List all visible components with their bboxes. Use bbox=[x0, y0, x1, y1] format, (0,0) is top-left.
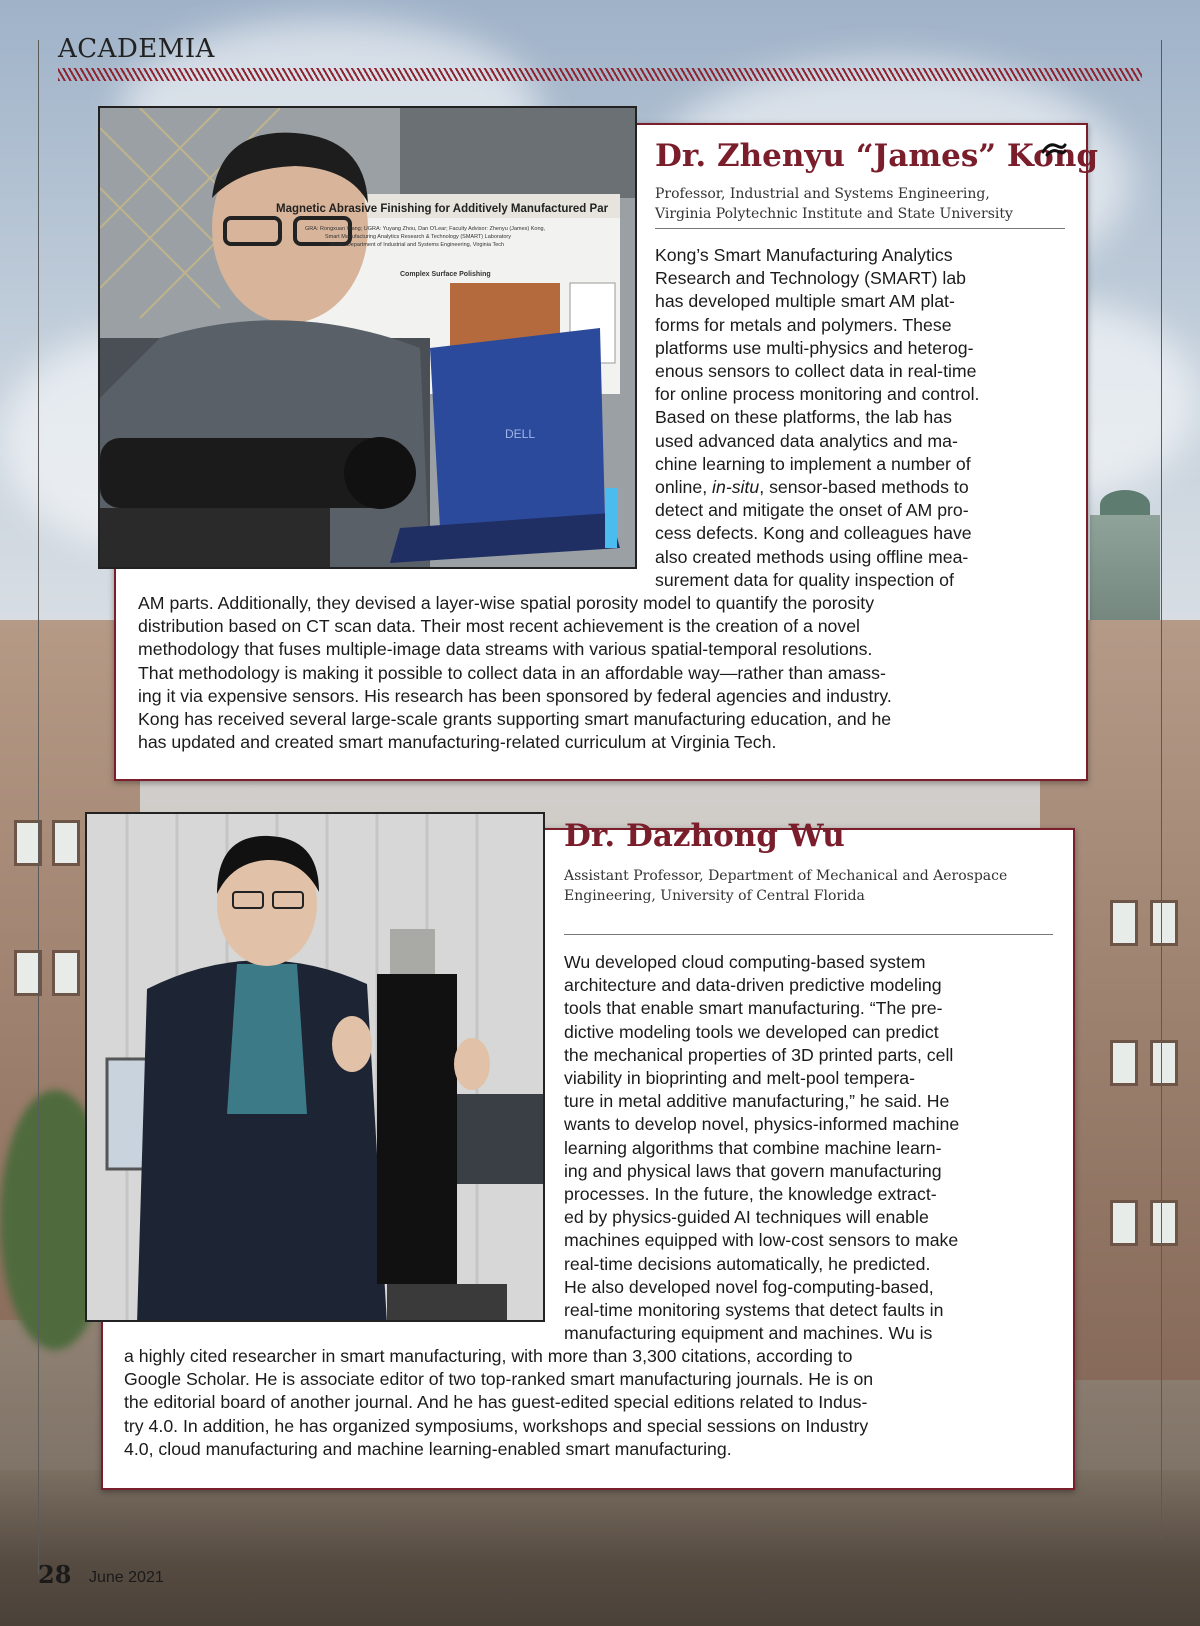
bio-line: the editorial board of another journal. And he has guest-edited special editions related to Indus- bbox=[124, 1392, 868, 1413]
photo-wu bbox=[85, 812, 545, 1322]
bio-line: Kong has received several large-scale grants supporting smart manufacturing education, and he bbox=[138, 709, 892, 730]
bio-line: Based on these platforms, the lab has bbox=[655, 407, 952, 428]
bio-line: detect and mitigate the onset of AM pro- bbox=[655, 500, 969, 521]
bio-line: 4.0, cloud manufacturing and machine learning-enabled smart manufacturing. bbox=[124, 1438, 732, 1459]
photo-wu-illustration bbox=[87, 814, 545, 1322]
bio-line: That methodology is making it possible to collect data in an affordable way—rather than amass- bbox=[138, 662, 886, 683]
bio-line: online, bbox=[655, 477, 713, 498]
bio-line: AM parts. Additionally, they devised a layer-wise spatial porosity model to quantify the porosity bbox=[138, 593, 875, 613]
bio-kong-part-2 bbox=[138, 592, 1068, 754]
building-window bbox=[1110, 1040, 1138, 1086]
bio-line: machines equipped with low-cost sensors to make bbox=[564, 1230, 959, 1251]
bio-line: for online process monitoring and control. bbox=[655, 384, 980, 405]
bio-line: Google Scholar. He is associate editor of two top-ranked smart manufacturing journals. He is on bbox=[124, 1369, 874, 1390]
building-window bbox=[1110, 900, 1138, 946]
issue-date: June 2021 bbox=[89, 1569, 164, 1586]
bio-line: manufacturing equipment and machines. Wu is bbox=[564, 1323, 933, 1344]
role-line-1: Assistant Professor, Department of Mechanical and Aerospace bbox=[564, 868, 1008, 884]
bio-line: the mechanical properties of 3D printed parts, cell bbox=[564, 1044, 954, 1065]
bio-line: try 4.0. In addition, he has organized symposiums, workshops and special sessions on Industry bbox=[124, 1415, 869, 1436]
bio-line: learning algorithms that combine machine learn- bbox=[564, 1137, 942, 1158]
bio-line: a highly cited researcher in smart manufacturing, with more than 3,300 citations, according to bbox=[124, 1346, 853, 1366]
bio-line: , sensor-based methods to bbox=[759, 477, 969, 498]
bio-line: ing and physical laws that govern manufacturing bbox=[564, 1160, 942, 1181]
bio-line: has developed multiple smart AM plat- bbox=[655, 291, 955, 312]
bio-line: used advanced data analytics and ma- bbox=[655, 430, 958, 451]
ground bbox=[0, 1470, 1200, 1626]
bio-line: methodology that fuses multiple-image data streams with various spatial-temporal resolutions. bbox=[138, 639, 873, 660]
photo-kong-illustration bbox=[100, 108, 637, 569]
bio-line: has updated and created smart manufacturing-related curriculum at Virginia Tech. bbox=[138, 732, 777, 753]
bio-line: real-time monitoring systems that detect faults in bbox=[564, 1300, 944, 1321]
profile-role-kong bbox=[655, 184, 1013, 224]
bio-kong-part-1 bbox=[655, 244, 1055, 592]
frame-line-left bbox=[38, 40, 39, 1575]
name-divider bbox=[655, 228, 1065, 229]
poster-section-heading: Complex Surface Polishing bbox=[400, 271, 491, 278]
role-line-2: Engineering, University of Central Florida bbox=[564, 888, 865, 904]
bio-line: wants to develop novel, physics-informed machine bbox=[564, 1114, 960, 1135]
profile-role-wu bbox=[564, 866, 1007, 906]
laptop-brand: DELL bbox=[505, 427, 536, 441]
bio-wu-part-2 bbox=[124, 1345, 1054, 1461]
photo-kong bbox=[98, 106, 637, 569]
building-window bbox=[1150, 1200, 1178, 1246]
building-window bbox=[52, 820, 80, 866]
building-window bbox=[1150, 1040, 1178, 1086]
bio-line: dictive modeling tools we developed can predict bbox=[564, 1021, 939, 1042]
bio-line: distribution based on CT scan data. Their most recent achievement is the creation of a novel bbox=[138, 616, 860, 637]
bio-line: chine learning to implement a number of bbox=[655, 453, 971, 474]
end-dash-icon bbox=[1041, 140, 1067, 160]
bio-line: Kong’s Smart Manufacturing Analytics bbox=[655, 245, 953, 265]
bio-line: ture in metal additive manufacturing,” he said. He bbox=[564, 1091, 950, 1112]
bio-wu-part-1 bbox=[564, 951, 1064, 1345]
bio-line: real-time decisions automatically, he predicted. bbox=[564, 1253, 931, 1274]
name-divider bbox=[564, 934, 1053, 935]
bio-line: Wu developed cloud computing-based system bbox=[564, 952, 926, 972]
role-line-1: Professor, Industrial and Systems Engineering, bbox=[655, 186, 990, 202]
bio-line: architecture and data-driven predictive modeling bbox=[564, 975, 942, 996]
building-window bbox=[1150, 900, 1178, 946]
bio-line: Research and Technology (SMART) lab bbox=[655, 268, 966, 289]
building-window bbox=[1110, 1200, 1138, 1246]
bio-line: surement data for quality inspection of bbox=[655, 569, 954, 590]
bio-line: enous sensors to collect data in real-time bbox=[655, 361, 977, 382]
poster-title: Magnetic Abrasive Finishing for Additively Manufactured Par bbox=[276, 203, 609, 215]
bio-line: processes. In the future, the knowledge extract- bbox=[564, 1184, 937, 1205]
poster-subtitle-1: GRA: Rongxuan Wang; UGRA: Yuyang Zhou, Dan O'Lear; Faculty Advisor: Zhenyu (James) Kong, bbox=[305, 226, 546, 232]
bio-line: ed by physics-guided AI techniques will enable bbox=[564, 1207, 929, 1228]
frame-line-right bbox=[1161, 40, 1162, 1540]
profile-name-kong: Dr. Zhenyu “James” Kong bbox=[655, 138, 1099, 174]
bio-line: viability in bioprinting and melt-pool tempera- bbox=[564, 1068, 915, 1089]
bio-italic-term: in-situ bbox=[712, 477, 760, 498]
section-title: ACADEMIA bbox=[58, 34, 215, 64]
bio-line: platforms use multi-physics and heterog- bbox=[655, 337, 974, 358]
role-line-2: Virginia Polytechnic Institute and State University bbox=[655, 206, 1013, 222]
building-window bbox=[52, 950, 80, 996]
bio-line: tools that enable smart manufacturing. “The pre- bbox=[564, 998, 943, 1019]
bio-line: He also developed novel fog-computing-based, bbox=[564, 1276, 934, 1297]
bio-line: also created methods using offline mea- bbox=[655, 546, 969, 567]
bio-line: forms for metals and polymers. These bbox=[655, 314, 952, 335]
header-hatch-rule bbox=[58, 68, 1142, 81]
poster-subtitle-3: Grado Department of Industrial and Systems Engineering, Virginia Tech bbox=[330, 242, 505, 248]
bio-line: cess defects. Kong and colleagues have bbox=[655, 523, 972, 544]
bio-line: ing it via expensive sensors. His research has been sponsored by federal agencies and industry. bbox=[138, 685, 892, 706]
poster-subtitle-2: Smart Manufacturing Analytics Research & Technology (SMART) Laboratory bbox=[325, 234, 511, 240]
profile-name-wu: Dr. Dazhong Wu bbox=[564, 818, 845, 854]
page-number: 28 bbox=[38, 1560, 72, 1589]
